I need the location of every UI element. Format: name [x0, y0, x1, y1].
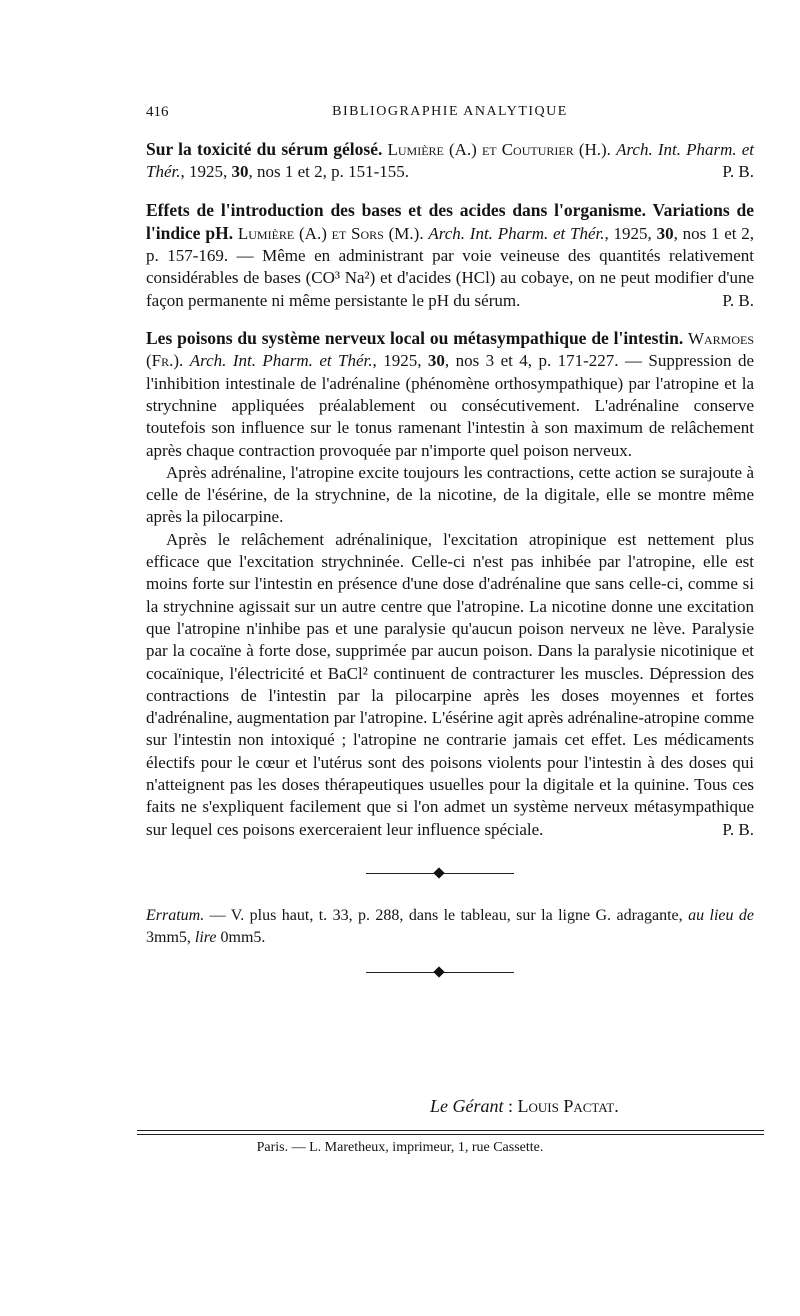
entry-journal: Arch. Int. Pharm. et Thér.	[146, 140, 755, 182]
erratum-lieu: au lieu de	[688, 907, 755, 924]
entry-1	[146, 138, 754, 184]
entry-citation: , 1925,	[604, 223, 657, 243]
diamond-ornament-icon	[433, 966, 444, 977]
entry-volume: 30	[427, 351, 445, 371]
entry-title: Sur la toxicité du sérum gélosé.	[146, 139, 383, 159]
entry-journal: Arch. Int. Pharm. et Thér.	[428, 223, 605, 243]
entry-paragraph: Après le relâchement adrénalinique, l'excitation atropinique est nettement plus efficace que l'excitation strychninée. Celle-ci n'est pas inhibée par l'atropine, elle est moins forte sur l'intestin en présence d'une dose d'adrénaline que sans celle-ci, comme si la strychnine agissait sur un autre centre que l'atropine. La nicotine donne une excitation que l'atropine n'inhibe pas et une paralysie qu'aucun poison nerveux ne lève. Paralysie par la cocaïne à forte dose, supprimée par aucun poison. Dans la paralysie nicotinique et cocaïnique, l'électricité et BaCl² continuent de contracturer les muscles. Dépression des contractions de l'intestin par la pilocarpine après les doses moyennes et fortes d'adrénaline, augmentation par l'atropine. L'ésérine agit après adrénaline-atropine comme sur l'intestin non intoxiqué ; l'atropine ne contrarie jamais cet effet. Les médicaments électifs pour le cœur et l'utérus sont des poisons violents pour l'intestin à des doses qui n'atteignent pas les doses thérapeutiques usuelles pour la digitale et la quinine. Tous ces faits ne s'expliquent facilement que si l'on admet un système nerveux métasympathique sur lequel ces poisons exerceraient leur influence spéciale.	[146, 529, 754, 839]
erratum-label: Erratum.	[146, 907, 205, 924]
entry-citation-pages: , nos 1 et 2, p. 157-169.	[146, 223, 755, 266]
entry-abstract: — Même en administrant par voie veineuse des quantités relativement considérables de bases (CO³ Na²) et d'acides (HCl) au cobaye, on ne peut modifier d'une façon permanente ni même persistante le pH du sérum.	[146, 246, 754, 310]
entry-title: Effets de l'introduction des bases et des acides dans l'organisme. Variations de l'indice pH.	[146, 199, 754, 243]
footer-rule	[137, 1134, 764, 1135]
entry-abstract: — Suppression de l'inhibition intestinale de l'adrénaline (phénomène orthosympathique) par l'atropine et la strychnine appliquées préalablement ou consécutivement. L'adrénaline conserve toutefois son influence sur le tonus ramenant l'intestin à son maximum de relâchement après chaque contraction provoquée par n'importe quel poison nerveux.	[146, 351, 755, 460]
entry-citation-pages: , nos 3 et 4, p. 171-227.	[444, 351, 619, 371]
entry-authors: Lumière (A.) et Couturier (H.).	[387, 140, 611, 159]
gerant-name: : Louis Pactat.	[503, 1096, 619, 1116]
entry-authors: Lumière (A.) et Sors (M.).	[237, 223, 424, 243]
entry-title: Les poisons du système nerveux local ou métasympathique de l'intestin.	[146, 328, 684, 349]
printer-imprint: Paris. — L. Maretheux, imprimeur, 1, rue Cassette.	[256, 1140, 544, 1155]
entry-signature: P. B.	[722, 290, 754, 310]
entry-citation-pages: , nos 1 et 2, p. 151-155.	[248, 162, 410, 182]
entry-paragraph: Après adrénaline, l'atropine excite toujours les contractions, cette action se surajoute à celle de l'ésérine, de la strychnine, de la nicotine, de la digitale, elle se montre même après la pilocarpine.	[146, 462, 754, 527]
erratum-note	[146, 905, 754, 949]
footer-rule	[137, 1130, 764, 1131]
erratum-new-value: 0mm5.	[216, 929, 266, 946]
erratum-old-value: 3mm5,	[146, 929, 195, 946]
entry-volume: 30	[656, 223, 674, 243]
running-head	[146, 104, 754, 126]
entry-signature: P. B.	[722, 819, 754, 839]
entry-journal: Arch. Int. Pharm. et Thér.	[189, 351, 373, 371]
entry-authors: Warmoes (Fr.).	[146, 329, 755, 371]
page-number: 416	[146, 104, 169, 120]
entry-citation: , 1925,	[180, 162, 232, 182]
erratum-text: — V. plus haut, t. 33, p. 288, dans le tableau, sur la ligne G. adragante,	[204, 907, 683, 924]
erratum-lire: lire	[194, 929, 217, 946]
entry-3	[146, 327, 754, 841]
section-separator	[366, 868, 514, 880]
section-separator	[366, 967, 514, 979]
entry-citation: , 1925,	[372, 351, 428, 371]
bibliography-body	[146, 138, 754, 856]
gerant-line	[430, 1096, 619, 1117]
entry-volume: 30	[231, 162, 249, 182]
entry-signature: P. B.	[722, 162, 754, 182]
diamond-ornament-icon	[433, 867, 444, 878]
running-title: BIBLIOGRAPHIE ANALYTIQUE	[332, 104, 568, 119]
gerant-label: Le Gérant	[430, 1096, 504, 1116]
entry-2	[146, 199, 754, 312]
